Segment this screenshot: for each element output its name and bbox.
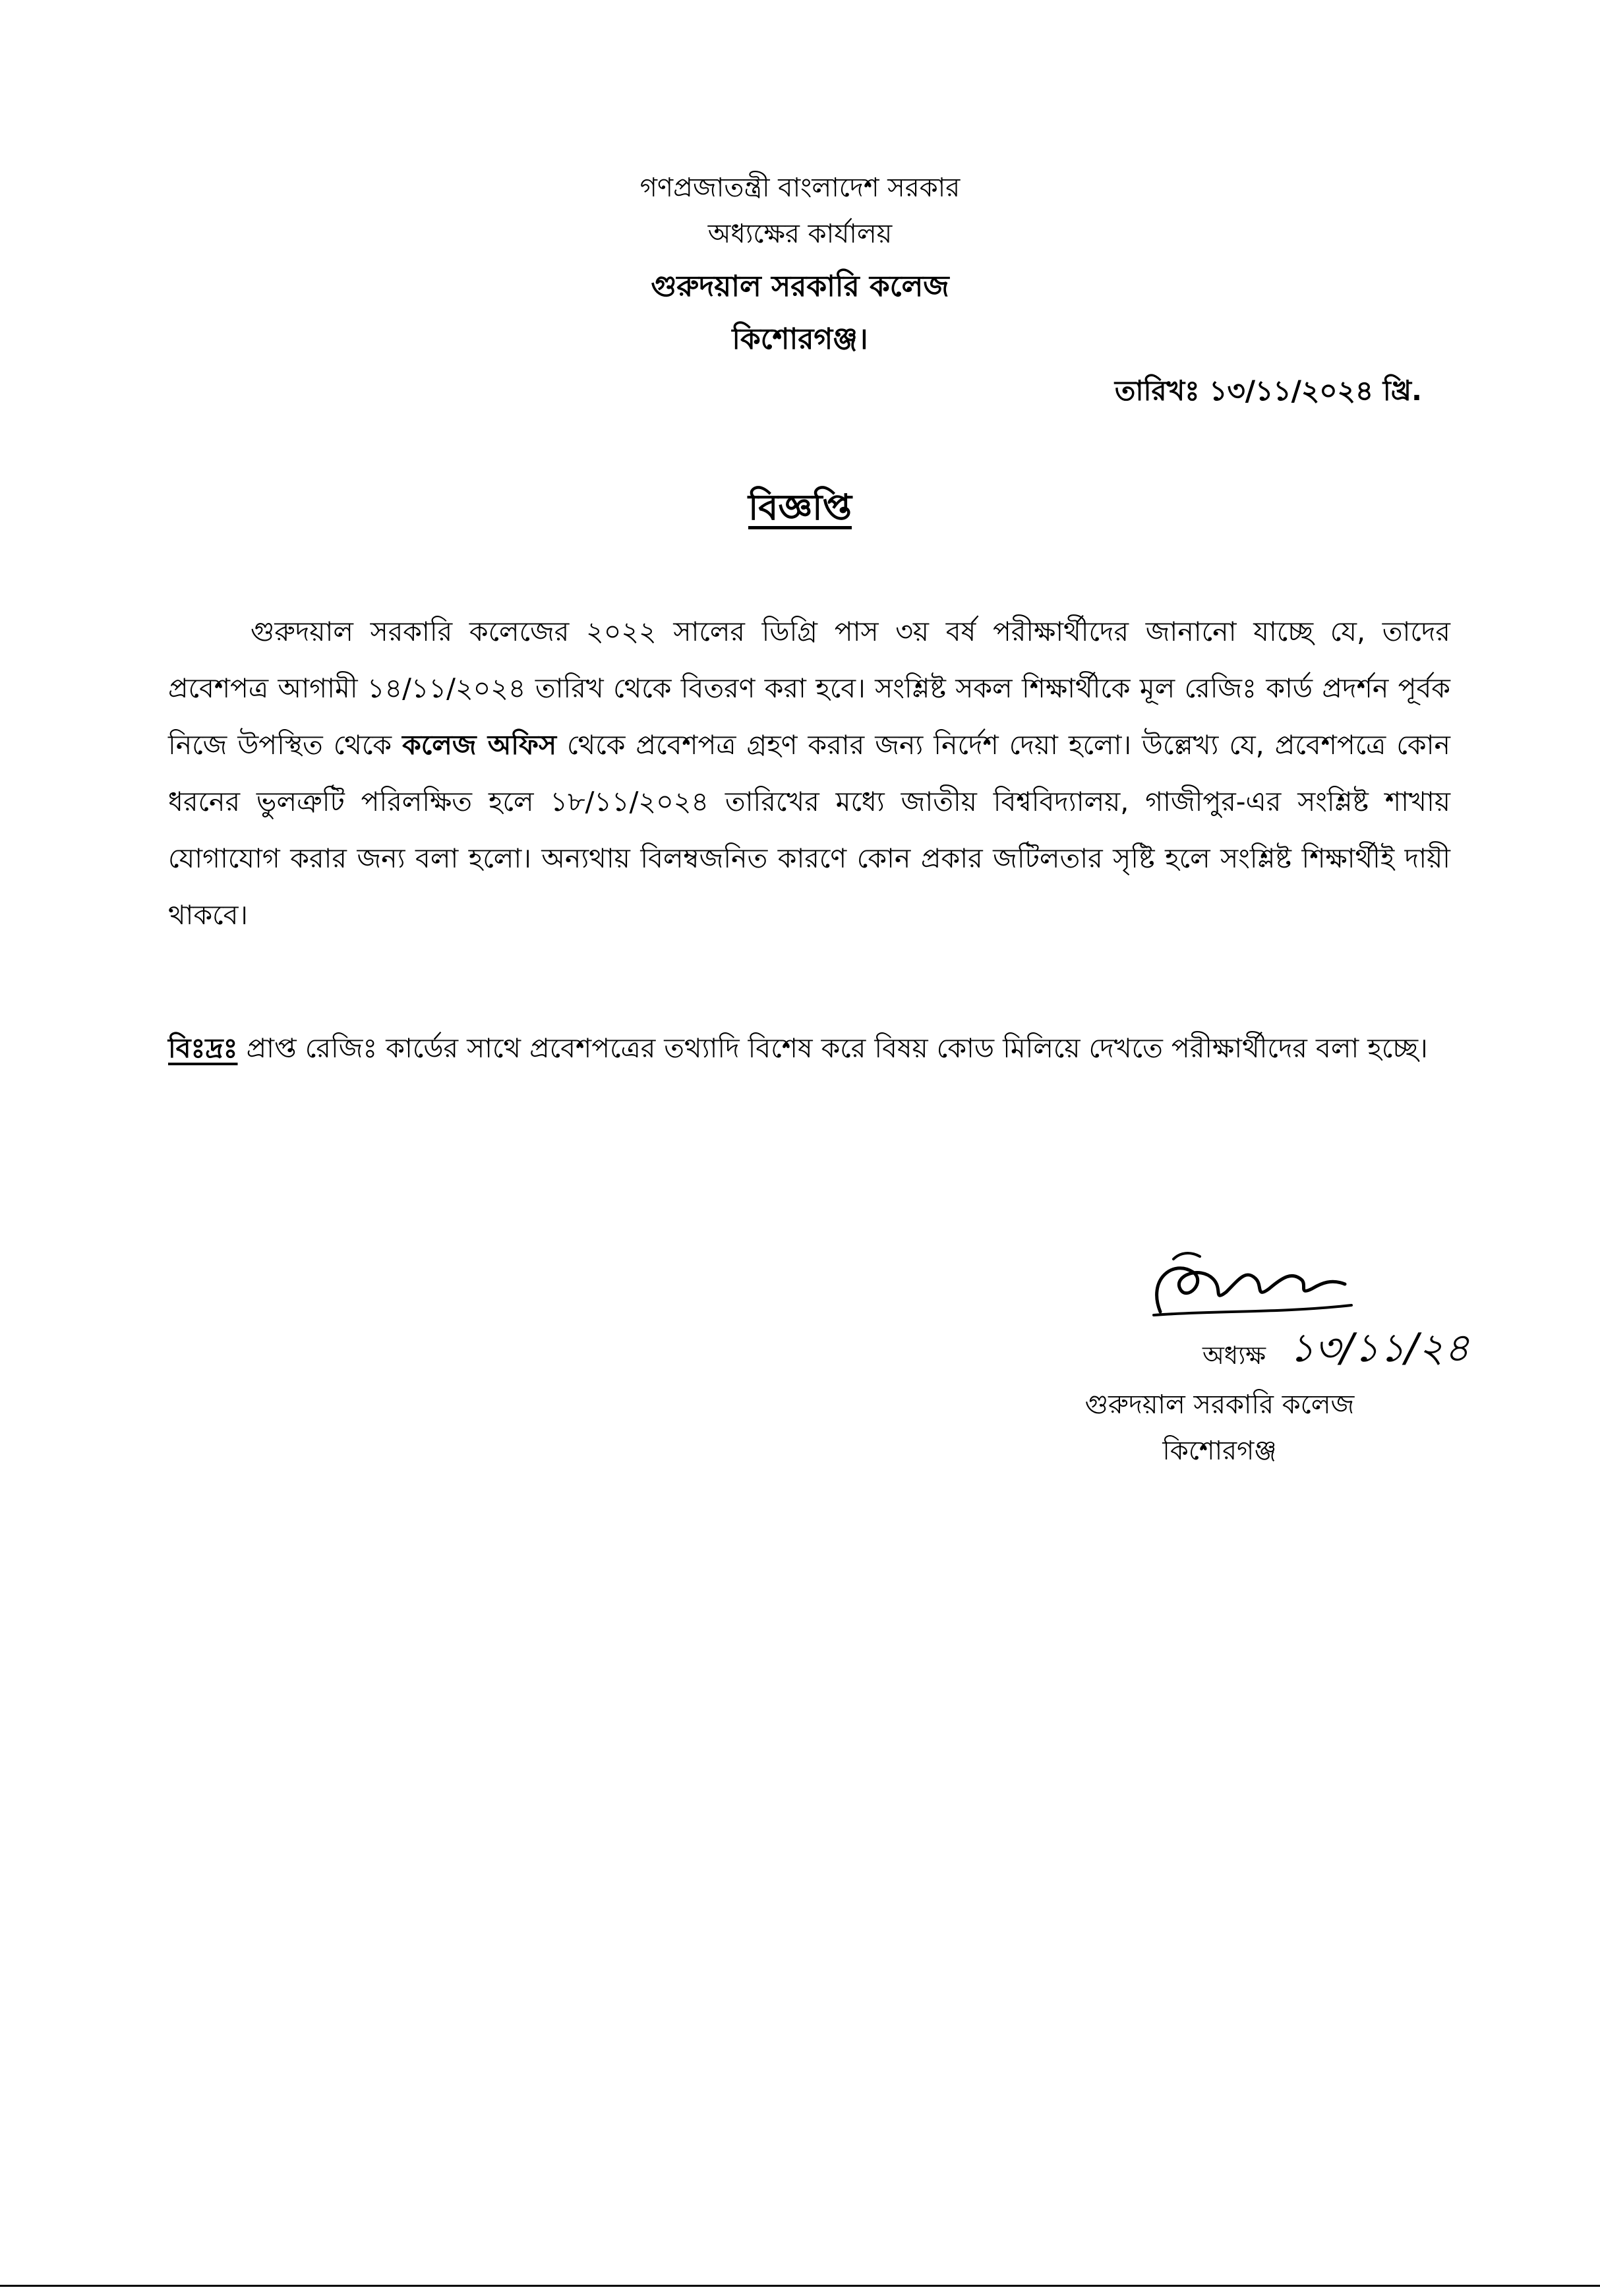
body-part-2: থেকে প্রবেশপত্র গ্রহণ করার জন্য নির্দেশ দেয়া হলো। উল্লেখ্য যে, প্রবেশপত্রে কোন ধরনের ভুলত্রুটি পরিলক্ষিত হলে ১৮/১১/২০২৪ তারিখের মধ্যে জাতীয় বিশ্ববিদ্যালয়, গাজীপুর-এর সংশ্লিষ্ট শাখায় যোগাযোগ করার জন্য বলা হলো। অন্যথায় বিলম্বজনিত কারণে কোন প্রকার জটিলতার সৃষ্টি হলে সংশ্লিষ্ট শিক্ষার্থীই দায়ী থাকবে।: [168, 729, 1450, 931]
signatory-district: কিশোরগঞ্জ: [1162, 1436, 1277, 1466]
district-name: কিশোরগঞ্জ।: [732, 322, 868, 356]
notice-body: [168, 603, 1450, 943]
signatory-designation: অধ্যক্ষ: [1202, 1341, 1266, 1370]
notice-title-text: বিজ্ঞপ্তি: [748, 486, 852, 528]
notice-date: তারিখঃ ১৩/১১/২০২৪ খ্রি.: [1114, 374, 1422, 407]
signatory-college: গুরুদয়াল সরকারি কলেজ: [1084, 1390, 1355, 1420]
note-label: বিঃদ্রঃ: [168, 1032, 238, 1064]
notice-title: [0, 481, 1600, 534]
college-name: গুরুদয়াল সরকারি কলেজ: [651, 270, 949, 303]
government-name: গণপ্রজাতন্ত্রী বাংলাদেশ সরকার: [639, 173, 961, 203]
body-emphasis: কলেজ অফিস: [402, 729, 557, 761]
note-text: প্রাপ্ত রেজিঃ কার্ডের সাথে প্রবেশপত্রের তথ্যাদি বিশেষ করে বিষয় কোড মিলিয়ে দেখতে পরীক্ষার্থীদের বলা হচ্ছে।: [246, 1032, 1428, 1064]
note-paragraph: [168, 1022, 1450, 1074]
office-name: অধ্যক্ষের কার্যালয়: [707, 219, 893, 249]
body-part-1: গুরুদয়াল সরকারি কলেজের ২০২২ সালের ডিগ্রি পাস ৩য় বর্ষ পরীক্ষার্থীদের জানানো যাচ্ছে যে, তাদের প্রবেশপত্র আগামী ১৪/১১/২০২৪ তারিখ থেকে বিতরণ করা হবে। সংশ্লিষ্ট সকল শিক্ষার্থীকে মূল রেজিঃ কার্ড প্রদর্শন পূর্বক নিজে উপস্থিত থেকে: [168, 616, 1450, 761]
page-bottom-rule: [0, 2285, 1600, 2287]
handwritten-date: ১৩/১১/২৪: [1289, 1325, 1470, 1371]
